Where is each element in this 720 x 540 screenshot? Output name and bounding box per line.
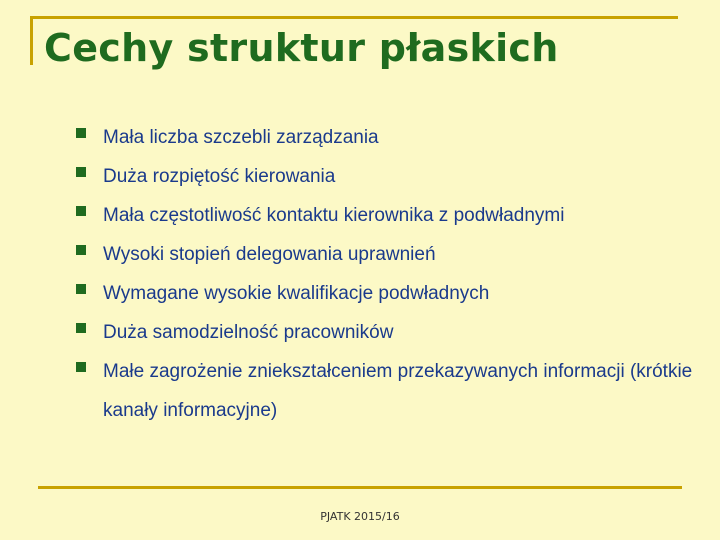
- bullet-text: Mała częstotliwość kontaktu kierownika z podwładnymi: [103, 205, 565, 226]
- square-bullet-icon: [76, 167, 86, 177]
- square-bullet-icon: [76, 323, 86, 333]
- bottom-rule: [38, 486, 682, 489]
- bullet-item: [76, 196, 696, 235]
- bullet-item: [76, 157, 696, 196]
- square-bullet-icon: [76, 245, 86, 255]
- bullet-item: [76, 352, 696, 430]
- bullet-item: [76, 118, 696, 157]
- footer-text: PJATK 2015/16: [320, 510, 400, 523]
- square-bullet-icon: [76, 362, 86, 372]
- bullet-list: [76, 118, 696, 430]
- square-bullet-icon: [76, 128, 86, 138]
- slide-title: Cechy struktur płaskich: [44, 26, 559, 70]
- bullet-item: [76, 235, 696, 274]
- top-rule: [30, 16, 678, 19]
- bullet-item: [76, 313, 696, 352]
- square-bullet-icon: [76, 206, 86, 216]
- bullet-text: Wymagane wysokie kwalifikacje podwładnych: [103, 283, 490, 304]
- bullet-text: Wysoki stopień delegowania uprawnień: [103, 244, 436, 265]
- square-bullet-icon: [76, 284, 86, 294]
- bullet-text: Duża rozpiętość kierowania: [103, 166, 336, 187]
- title-left-tick: [30, 16, 33, 65]
- bullet-text: Małe zagrożenie zniekształceniem przekazywanych informacji (krótkie kanały informacyjne): [103, 361, 693, 421]
- bullet-text: Duża samodzielność pracowników: [103, 322, 394, 343]
- bullet-item: [76, 274, 696, 313]
- bullet-text: Mała liczba szczebli zarządzania: [103, 127, 379, 148]
